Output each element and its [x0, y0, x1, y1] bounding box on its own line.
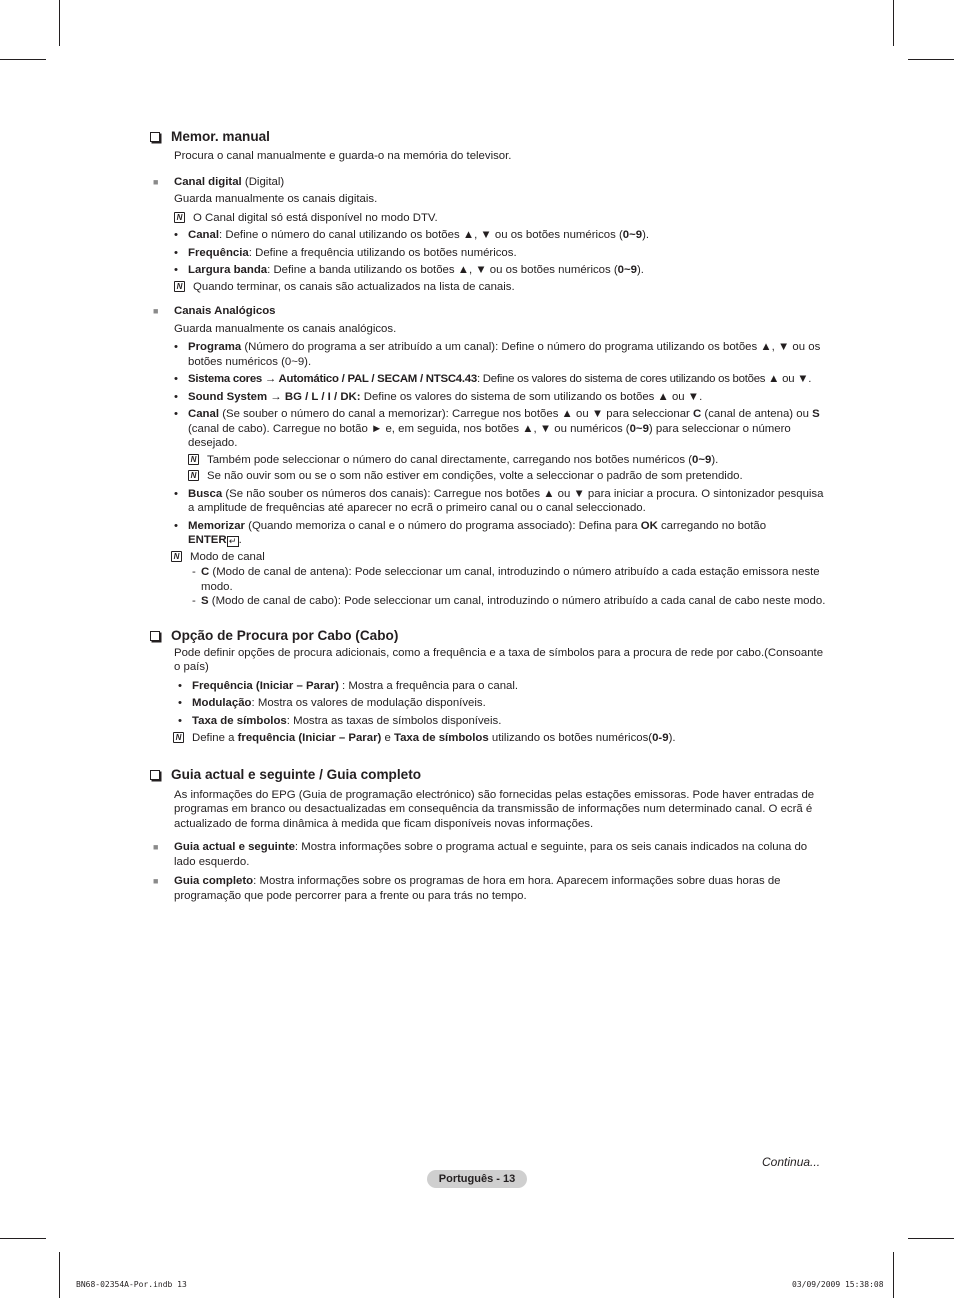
crop-mark [893, 0, 894, 46]
note [174, 211, 830, 226]
section-intro: Pode definir opções de procura adicionais, como a frequência e a taxa de símbolos para a procura de rede por cabo.(Consoante o país) [174, 646, 824, 673]
checkbox-icon [150, 631, 160, 641]
subsection [150, 175, 830, 295]
gray-square-icon: ■ [153, 876, 159, 886]
note-icon: N [171, 551, 182, 562]
note-icon: N [188, 470, 199, 481]
page-number: Português - 13 [427, 1170, 527, 1188]
item-key: 0~9 [617, 264, 637, 276]
crop-mark [59, 0, 60, 46]
note-icon: N [174, 281, 185, 292]
subsection-desc: Guarda manualmente os canais digitais. [174, 193, 378, 205]
note-key: 0~9 [692, 453, 712, 466]
item-text: Define os valores do sistema de som utilizando os botões ▲ ou ▼. [360, 390, 703, 403]
section-intro: As informações do EPG (Guia de programação electrónico) são fornecidas pelas estações emissoras. Pode haver entradas de programas em branco ou desactualizadas em consequência da transmissão de informações num determinado canal. O ecrã é actualizado de forma dinâmica à medida que ficam disponíveis novas informações. [174, 788, 815, 830]
item-label: Programa [188, 341, 242, 353]
item-text: . [238, 534, 242, 546]
note-text: Modo de canal [190, 550, 265, 563]
subsection-title: Canal digital [174, 175, 242, 188]
checkbox-icon [150, 132, 160, 142]
subsection-desc: : Mostra informações sobre os programas de hora em hora. Aparecem informações sobre duas horas de programação que pode percorrer para a frente ou para trás no tempo. [174, 875, 781, 902]
item-key: 0~9 [622, 229, 643, 241]
subsection-title: Canais Analógicos [174, 305, 276, 317]
subsection-title: Guia completo [174, 875, 254, 887]
crop-mark [908, 1238, 954, 1239]
item-text: carregando no botão [657, 519, 767, 532]
list-item: - C (Modo de canal de antena): Pode seleccionar um canal, introduzindo o número atribuído a cada estação emissora neste modo. [192, 566, 820, 593]
list-item: - S (Modo de canal de cabo): Pode seleccionar um canal, introduzindo o número atribuído a cada canal de cabo neste modo. [192, 595, 826, 607]
subsection [150, 874, 830, 903]
list-item: • Canal (Se souber o número do canal a memorizar): Carregue nos botões ▲ ou ▼ para seleccionar C (canal de antena) ou S (canal de cabo). Carregue no botão ► e, em seguida, nos botões ▲, ▼ ou numéricos (0~9) para seleccionar o número desejado. [174, 408, 820, 449]
section-heading [150, 128, 830, 146]
item-text: ). [637, 264, 644, 276]
subsection-title-suffix: (Digital) [241, 175, 285, 188]
subsection [150, 304, 830, 548]
item-label: Sistema cores → Automático / PAL / SECAM / NTSC4.43 [188, 373, 477, 385]
enter-label: ENTER [188, 534, 227, 546]
list-item: • Busca (Se não souber os números dos canais): Carregue nos botões ▲ ou ▼ para iniciar a procura. O sintonizador pesquisa a amplitude de frequências até aparecer no ecrã o primeiro canal ou o canal seleccionado. [174, 487, 824, 514]
list-item: • Canal: Define o número do canal utilizando os botões ▲, ▼ ou os botões numéricos (0~9). [174, 229, 650, 241]
page-content [150, 124, 830, 903]
item-label: Frequência (Iniciar – Parar) [192, 679, 339, 692]
list-item: • Memorizar (Quando memoriza o canal e o número do programa associado): Defina para OK carregando no botão ENTER ↵ . [174, 519, 767, 546]
note-text: ). [668, 732, 676, 744]
note-text: e [381, 732, 394, 744]
note [173, 731, 830, 746]
note [188, 469, 830, 484]
item-text: (canal de antena) ou [701, 408, 813, 420]
item-text: : Mostra os valores de modulação disponíveis. [251, 697, 486, 709]
item-text: ). [642, 229, 650, 241]
subsection-desc: Guarda manualmente os canais analógicos. [174, 322, 397, 335]
item-text: : Define a banda utilizando os botões ▲, ▼ ou os botões numéricos ( [267, 264, 618, 276]
list-item: • Frequência (Iniciar – Parar) : Mostra a frequência para o canal. [178, 679, 519, 692]
note-text: Quando terminar, os canais são actualizados na lista de canais. [193, 280, 515, 293]
item-label: Sound System → BG / L / I / DK: [188, 390, 361, 403]
print-slug-file: BN68-02354A-Por.indb 13 [76, 1280, 187, 1289]
note-text: utilizando os botões numéricos( [488, 732, 653, 744]
note-icon: N [174, 212, 185, 223]
crop-mark [59, 1252, 60, 1298]
list-item: • Taxa de símbolos: Mostra as taxas de símbolos disponíveis. [178, 714, 502, 727]
item-key: 0~9 [629, 422, 649, 435]
item-text: (canal de cabo). Carregue no botão ► e, em seguida, nos botões ▲, ▼ ou numéricos ( [188, 422, 630, 435]
item-text: (Quando memoriza o canal e o número do programa associado): Defina para [244, 519, 641, 532]
note-text: ). [711, 453, 719, 466]
item-text: (Se não souber os números dos canais): Carregue nos botões ▲ ou ▼ para iniciar a procura. O sintonizador pesquisa a amplitude de frequências até aparecer no ecrã o primeiro canal ou o canal seleccionado. [188, 487, 824, 514]
section-title: Opção de Procura por Cabo (Cabo) [171, 627, 399, 643]
item-label: Canal [188, 229, 220, 241]
note-icon: N [188, 454, 199, 465]
section-intro: Procura o canal manualmente e guarda-o na memória do televisor. [174, 150, 512, 162]
section-title: Guia actual e seguinte / Guia completo [171, 766, 422, 782]
print-slug-date: 03/09/2009 15:38:08 [792, 1280, 884, 1289]
item-text: (Se souber o número do canal a memorizar): Carregue nos botões ▲ ou ▼ para seleccionar [219, 408, 694, 420]
item-label: Frequência [188, 246, 249, 259]
list-item: • Largura banda: Define a banda utilizando os botões ▲, ▼ ou os botões numéricos (0~9). [174, 264, 644, 276]
note-key: frequência (Iniciar – Parar) [237, 732, 382, 744]
list-item: • Modulação: Mostra os valores de modulação disponíveis. [178, 697, 486, 709]
enter-key-icon: ↵ [227, 536, 239, 547]
item-label: Busca [188, 487, 223, 500]
gray-square-icon: ■ [153, 306, 159, 316]
checkbox-icon [150, 770, 160, 780]
note-text: O Canal digital só está disponível no modo DTV. [193, 211, 438, 224]
continued-label: Continua... [762, 1155, 821, 1169]
list-item: • Frequência: Define a frequência utilizando os botões numéricos. [174, 246, 517, 259]
item-label: Canal [188, 408, 220, 420]
note-key: 0-9 [652, 732, 669, 744]
item-key: S [812, 408, 820, 420]
list-item: • Sistema cores → Automático / PAL / SECAM / NTSC4.43: Define os valores do sistema de cores utilizando os botões ▲ ou ▼. [174, 373, 812, 385]
item-text: : Define os valores do sistema de cores utilizando os botões ▲ ou ▼. [476, 373, 812, 385]
item-label: Taxa de símbolos [192, 714, 287, 727]
item-text: : Mostra as taxas de símbolos disponíveis. [286, 714, 502, 727]
subsection-desc: : Mostra informações sobre o programa actual e seguinte, para os seis canais indicados na coluna do lado esquerdo. [174, 841, 808, 868]
section-heading [150, 627, 830, 645]
note-icon: N [173, 732, 184, 743]
subsection [150, 840, 830, 869]
note-text: Define a [192, 732, 238, 744]
item-key: C [693, 408, 702, 420]
item-text: (Número do programa a ser atribuído a um canal): Define o número do programa utilizando os botões ▲, ▼ ou os botões numéricos (0~9). [188, 341, 821, 368]
item-text: ) para seleccionar o número desejado. [188, 422, 791, 449]
note [188, 453, 830, 468]
note-text: Se não ouvir som ou se o som não estiver em condições, volte a seleccionar o padrão de som pretendido. [207, 470, 743, 482]
item-text: : Define a frequência utilizando os botões numéricos. [248, 246, 517, 259]
item-text: : Mostra a frequência para o canal. [338, 679, 519, 692]
crop-mark [893, 1252, 894, 1298]
item-text: : Define o número do canal utilizando os botões ▲, ▼ ou os botões numéricos ( [219, 229, 623, 241]
crop-mark [908, 59, 954, 60]
note-text: Também pode seleccionar o número do canal directamente, carregando nos botões numéricos ( [207, 453, 693, 466]
note [171, 550, 830, 565]
gray-square-icon: ■ [153, 176, 159, 187]
note [174, 280, 830, 295]
item-text: (Modo de canal de cabo): Pode seleccionar um canal, introduzindo o número atribuído a cada canal de cabo neste modo. [208, 595, 826, 607]
list-item: • Sound System → BG / L / I / DK: Define os valores do sistema de som utilizando os botões ▲ ou ▼. [174, 390, 703, 403]
crop-mark [0, 1238, 46, 1239]
item-key: C [201, 566, 210, 578]
item-label: Largura banda [188, 264, 268, 276]
section-title: Memor. manual [171, 129, 270, 144]
item-key: S [201, 595, 209, 607]
section-heading [150, 766, 830, 784]
item-label: Modulação [192, 697, 252, 709]
crop-mark [0, 59, 46, 60]
gray-square-icon: ■ [153, 842, 159, 852]
note-key: Taxa de símbolos [393, 732, 489, 744]
item-key: OK [640, 519, 658, 532]
item-label: Memorizar [188, 519, 245, 532]
subsection-title: Guia actual e seguinte [174, 841, 295, 853]
list-item: • Programa (Número do programa a ser atribuído a um canal): Define o número do programa utilizando os botões ▲, ▼ ou os botões numéricos (0~9). [174, 341, 821, 368]
item-text: (Modo de canal de antena): Pode seleccionar um canal, introduzindo o número atribuído a cada estação emissora neste modo. [201, 566, 820, 593]
